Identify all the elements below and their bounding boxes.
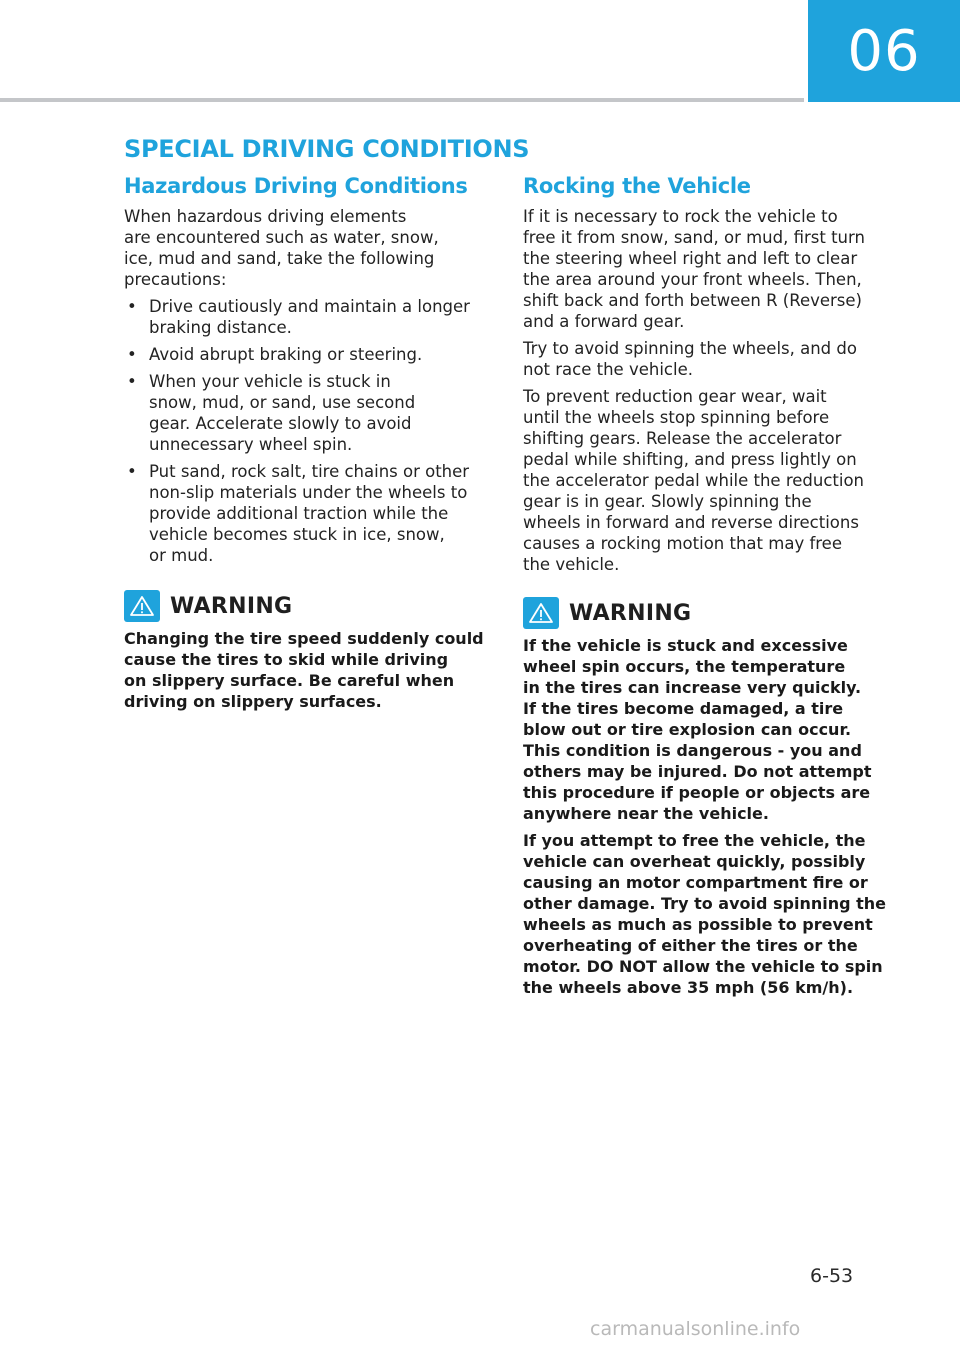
- rocking-paragraph: To prevent reduction gear wear, wait until the wheels stop spinning before shifting gears. Release the accelerator pedal while shifting, and press lightly on the accelerator pedal while the reduction gear is in gear. Slowly spinning the wheels in forward and reverse directions causes a rocking motion that may free the vehicle.: [523, 387, 865, 574]
- chapter-number: 06: [847, 18, 921, 84]
- warning-text: Changing the tire speed suddenly could cause the tires to skid while driving on slippery surface. Be careful when driving on slippery surfaces.: [124, 629, 484, 711]
- watermark: carmanualsonline.info: [590, 1318, 801, 1340]
- list-item: • Avoid abrupt braking or steering.: [127, 345, 423, 364]
- rocking-paragraph: Try to avoid spinning the wheels, and do not race the vehicle.: [523, 339, 857, 379]
- hazardous-intro: When hazardous driving elements are encountered such as water, snow, ice, mud and sand, take the following precautions:: [124, 207, 439, 289]
- warning-title: WARNING: [170, 593, 293, 619]
- list-item: • Drive cautiously and maintain a longer braking distance.: [127, 297, 470, 337]
- list-item: • When your vehicle is stuck in snow, mud, or sand, use second gear. Accelerate slowly to avoid unnecessary wheel spin.: [127, 372, 416, 454]
- left-column: [124, 172, 488, 718]
- precautions-list: [124, 296, 488, 566]
- warning-title: WARNING: [569, 600, 692, 626]
- list-item: • Put sand, rock salt, tire chains or other non-slip materials under the wheels to provide additional traction while the vehicle becomes stuck in ice, snow, or mud.: [127, 462, 470, 565]
- bullet-dot: •: [127, 297, 137, 316]
- warning-text: If the vehicle is stuck and excessive wheel spin occurs, the temperature in the tires can increase very quickly. If the tires become damaged, a tire blow out or tire explosion can occur. This condition is dangerous - you and others may be injured. Do not attempt this procedure if people or objects are anywhere near the vehicle.: [523, 636, 872, 823]
- warning-text: If you attempt to free the vehicle, the vehicle can overheat quickly, possibly causing an motor compartment fire or other damage. Try to avoid spinning the wheels as much as possible to prevent overheating of either the tires or the motor. DO NOT allow the vehicle to spin the wheels above 35 mph (56 km/h).: [523, 831, 887, 997]
- rocking-heading: Rocking the Vehicle: [523, 174, 751, 198]
- hazardous-heading: Hazardous Driving Conditions: [124, 174, 468, 198]
- bullet-dot: •: [127, 462, 137, 481]
- section-title: SPECIAL DRIVING CONDITIONS: [124, 135, 530, 163]
- warning-triangle-icon: [124, 590, 160, 622]
- right-column: [523, 172, 887, 1004]
- header-divider: [0, 98, 804, 102]
- page-number: 6-53: [810, 1265, 854, 1287]
- bullet-dot: •: [127, 372, 137, 391]
- rocking-paragraph: If it is necessary to rock the vehicle to free it from snow, sand, or mud, first turn the steering wheel right and left to clear the area around your front wheels. Then, shift back and forth between R (Reverse) and a forward gear.: [523, 207, 865, 331]
- warning-header: [523, 597, 887, 629]
- warning-header: [124, 590, 488, 622]
- chapter-tab: [808, 0, 960, 102]
- bullet-dot: •: [127, 345, 137, 364]
- warning-triangle-icon: [523, 597, 559, 629]
